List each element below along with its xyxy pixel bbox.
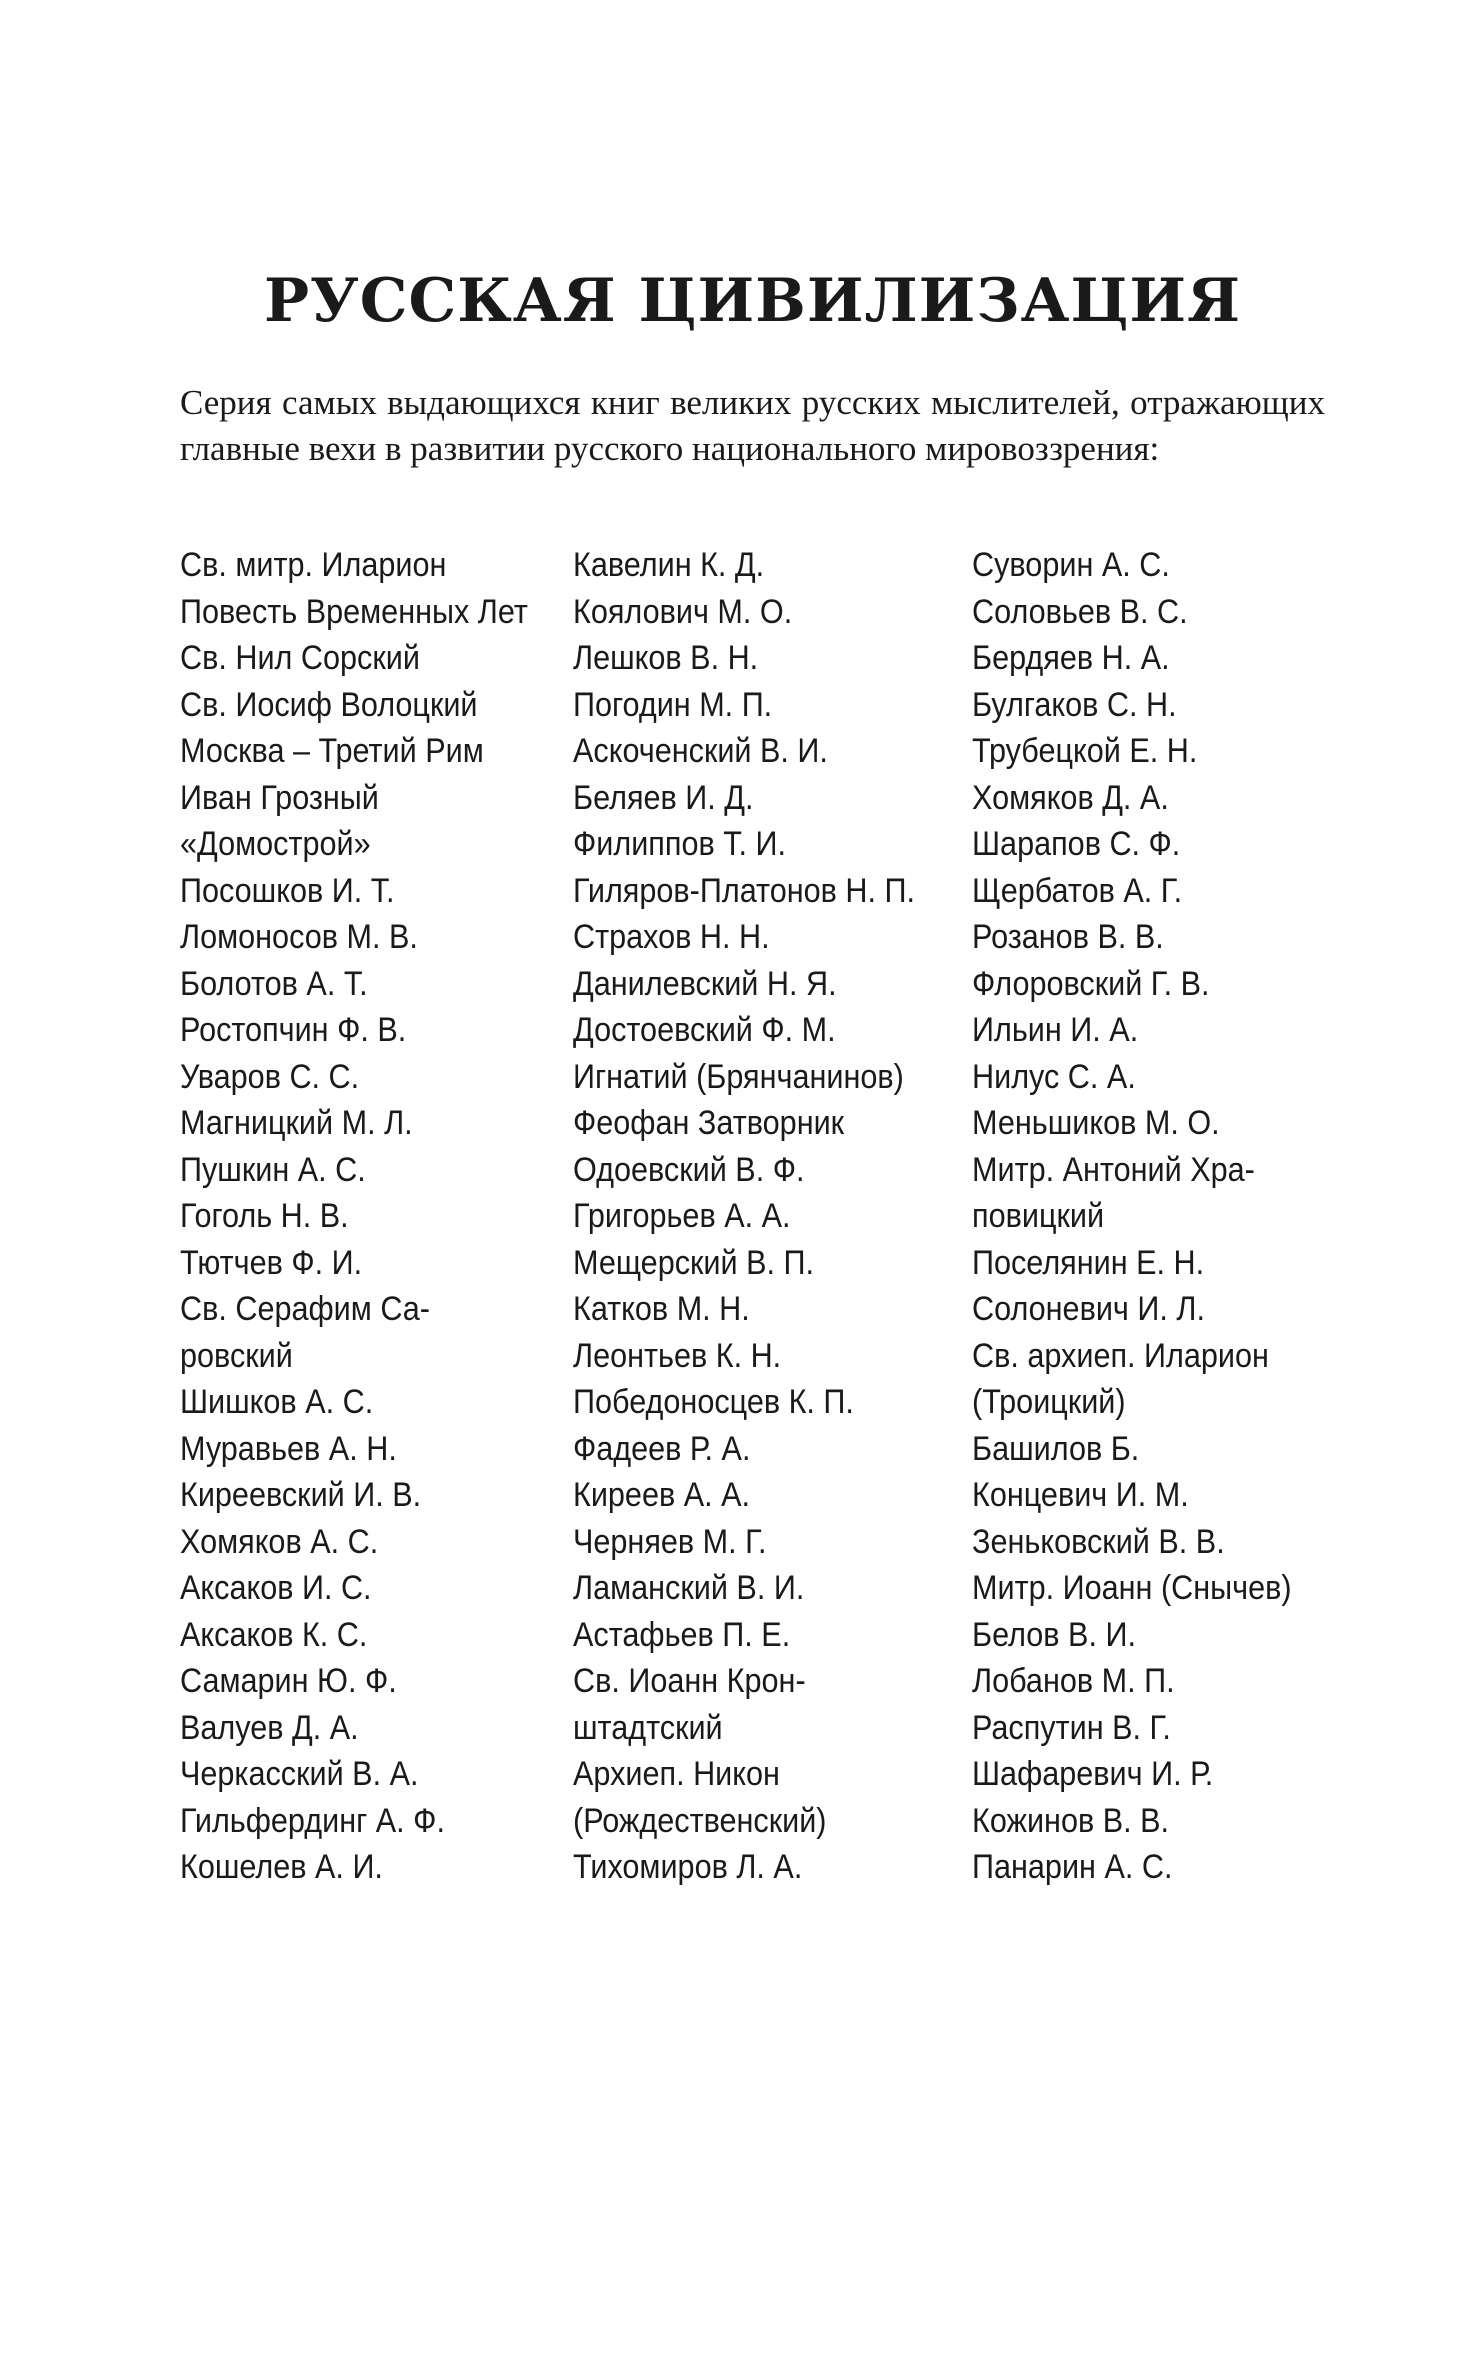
list-item: Св. митр. Иларион: [180, 546, 447, 584]
list-item: Черняев М. Г.: [573, 1522, 767, 1561]
list-item: Архиеп. Никон: [573, 1755, 780, 1793]
list-item: Победоносцев К. П.: [573, 1383, 854, 1421]
list-item: Солоневич И. Л.: [972, 1290, 1205, 1328]
page-title: РУССКАЯ ЦИВИЛИЗАЦИЯ: [263, 266, 1242, 336]
list-item: Уваров С. С.: [180, 1057, 360, 1096]
list-item: Кошелев А. И.: [180, 1848, 383, 1886]
list-item: Магницкий М. Л.: [180, 1104, 413, 1142]
list-item: Аксаков И. С.: [180, 1569, 372, 1607]
list-item: Феофан Затворник: [573, 1104, 845, 1142]
list-item: Аскоченский В. И.: [573, 732, 828, 770]
list-item: Меньшиков М. О.: [972, 1104, 1220, 1142]
list-item: (Рождественский): [573, 1801, 827, 1840]
list-item: Ломоносов М. В.: [180, 918, 418, 956]
list-item: Киреев А. А.: [573, 1476, 751, 1514]
list-item: Концевич И. М.: [972, 1476, 1189, 1514]
list-item: «Домострой»: [180, 825, 371, 863]
list-item: повицкий: [972, 1197, 1105, 1235]
list-item: Леонтьев К. Н.: [573, 1336, 782, 1375]
author-list: [180, 542, 1325, 1902]
list-item: Кавелин К. Д.: [573, 546, 765, 584]
list-item: Розанов В. В.: [972, 918, 1164, 956]
list-item: Лешков В. Н.: [573, 639, 759, 677]
list-item: Распутин В. Г.: [972, 1708, 1171, 1747]
list-item: Коялович М. О.: [573, 592, 793, 631]
list-item: Панарин А. С.: [972, 1848, 1173, 1886]
list-item: Болотов А. Т.: [180, 964, 368, 1003]
author-column-2: [573, 542, 915, 1891]
list-item: Митр. Антоний Хра-: [972, 1150, 1255, 1189]
list-item: Флоровский Г. В.: [972, 964, 1210, 1003]
list-item: Шишков А. С.: [180, 1383, 374, 1421]
list-item: Св. Серафим Са-: [180, 1290, 430, 1328]
list-item: Хомяков А. С.: [180, 1522, 379, 1561]
list-item: Игнатий (Брянчанинов): [573, 1057, 904, 1096]
list-item: Гоголь Н. В.: [180, 1197, 349, 1235]
list-item: Ростопчин Ф. В.: [180, 1011, 407, 1049]
list-item: Аксаков К. С.: [180, 1615, 368, 1654]
list-item: Св. Нил Сорский: [180, 639, 420, 677]
list-item: Нилус С. А.: [972, 1057, 1136, 1096]
list-item: Данилевский Н. Я.: [573, 964, 837, 1003]
list-item: Посошков И. Т.: [180, 871, 395, 910]
list-item: Погодин М. П.: [573, 685, 773, 724]
list-item: Григорьев А. А.: [573, 1197, 791, 1235]
list-item: Кожинов В. В.: [972, 1801, 1170, 1840]
list-item: Филиппов Т. И.: [573, 825, 787, 863]
list-item: Митр. Иоанн (Снычев): [972, 1569, 1292, 1607]
list-item: Достоевский Ф. М.: [573, 1011, 836, 1049]
list-item: Черкасский В. А.: [180, 1755, 419, 1793]
list-item: Булгаков С. Н.: [972, 685, 1177, 724]
list-item: Астафьев П. Е.: [573, 1615, 791, 1654]
list-item: Щербатов А. Г.: [972, 871, 1183, 910]
list-item: Катков М. Н.: [573, 1290, 750, 1328]
list-item: Поселянин Е. Н.: [972, 1243, 1205, 1282]
list-item: Белов В. И.: [972, 1615, 1136, 1654]
list-item: Муравьев А. Н.: [180, 1429, 397, 1468]
list-item: Бердяев Н. А.: [972, 639, 1170, 677]
list-item: Гильфердинг А. Ф.: [180, 1801, 445, 1840]
author-column-3: [972, 542, 1292, 1891]
list-item: Трубецкой Е. Н.: [972, 732, 1198, 770]
list-item: ровский: [180, 1336, 293, 1375]
list-item: Соловьев В. С.: [972, 592, 1188, 631]
list-item: Тихомиров Л. А.: [573, 1848, 803, 1886]
list-item: Тютчев Ф. И.: [180, 1243, 363, 1282]
list-item: Одоевский В. Ф.: [573, 1150, 805, 1189]
list-item: Киреевский И. В.: [180, 1476, 422, 1514]
list-item: Св. Иоанн Крон-: [573, 1662, 806, 1700]
author-column-1: [180, 542, 528, 1891]
list-item: Зеньковский В. В.: [972, 1522, 1225, 1561]
list-item: Мещерский В. П.: [573, 1243, 815, 1282]
list-item: Иван Грозный: [180, 778, 379, 817]
list-item: Повесть Временных Лет: [180, 592, 528, 631]
list-item: Валуев Д. А.: [180, 1708, 359, 1747]
list-item: Шарапов С. Ф.: [972, 825, 1181, 863]
list-item: (Троицкий): [972, 1383, 1126, 1421]
list-item: Св. архиеп. Иларион: [972, 1336, 1269, 1375]
list-item: Ильин И. А.: [972, 1011, 1139, 1049]
list-item: Лобанов М. П.: [972, 1662, 1175, 1700]
list-item: Пушкин А. С.: [180, 1150, 366, 1189]
list-item: Башилов Б.: [972, 1429, 1140, 1468]
list-item: Фадеев Р. А.: [573, 1429, 751, 1468]
list-item: Гиляров-Платонов Н. П.: [573, 871, 916, 910]
list-item: Самарин Ю. Ф.: [180, 1662, 397, 1700]
list-item: Шафаревич И. Р.: [972, 1755, 1214, 1793]
list-item: штадтский: [573, 1708, 723, 1747]
list-item: Москва – Третий Рим: [180, 732, 484, 770]
list-item: Ламанский В. И.: [573, 1569, 805, 1607]
list-item: Суворин А. С.: [972, 546, 1170, 584]
list-item: Хомяков Д. А.: [972, 778, 1169, 817]
intro-paragraph: Серия самых выдающихся книг великих русских мыслителей, отражающих главные вехи в развитии русского национального мировоззрения:: [180, 383, 1325, 468]
list-item: Страхов Н. Н.: [573, 918, 770, 956]
list-item: Св. Иосиф Волоцкий: [180, 685, 478, 724]
list-item: Беляев И. Д.: [573, 778, 754, 817]
